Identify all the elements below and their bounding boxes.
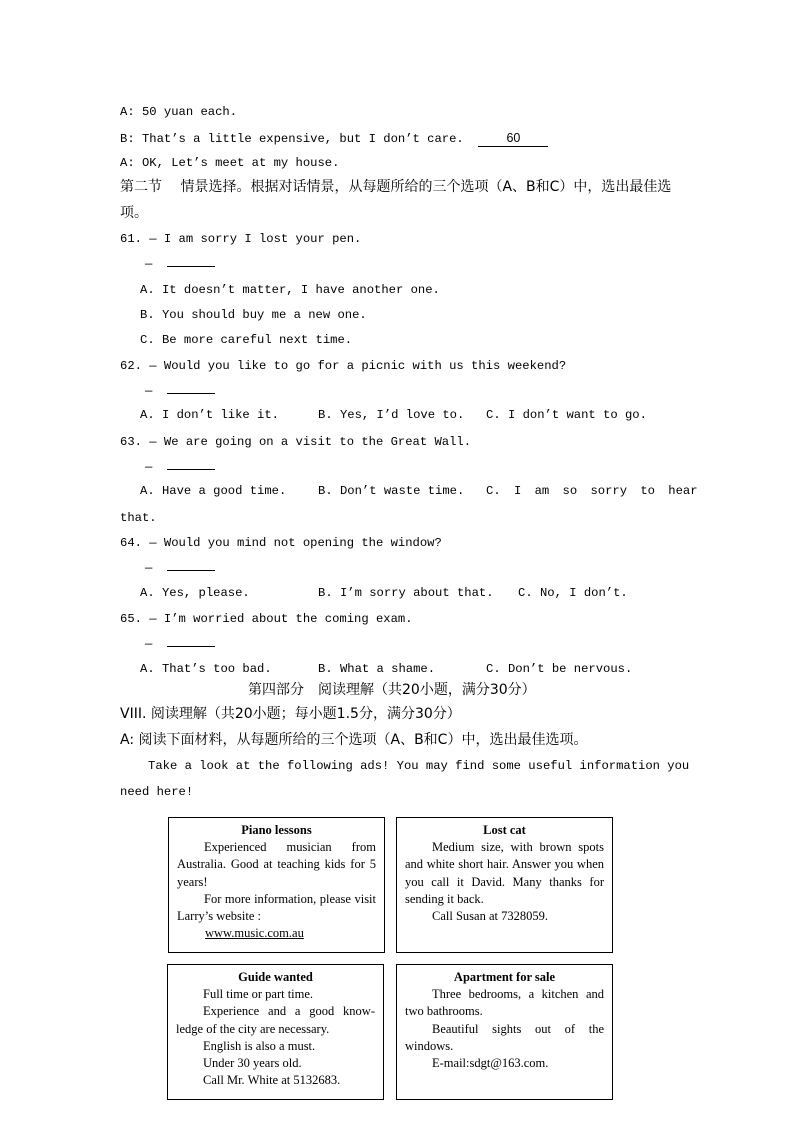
ad-apartment-email: E-mail:sdgt@163.com. — [432, 1056, 549, 1071]
ad-guide-text-2: Experience and a good know-ledge of the city are necessary. — [176, 1004, 375, 1036]
ad-apartment-title: Apartment for sale — [453, 970, 556, 984]
dialogue-line-b-text: B: That’s a little expensive, but I don’t care. — [120, 132, 464, 146]
dash: — — [145, 637, 153, 651]
ad-guide-wanted — [167, 964, 384, 1100]
question-64-option-a: A. Yes, please. — [140, 586, 250, 600]
question-62-option-b: B. Yes, I’d love to. — [318, 408, 465, 422]
intro-line1: Take a look at the following ads! You may find some useful information you — [148, 759, 690, 773]
answer-blank — [167, 459, 215, 470]
ad-apartment-text-1: Three bedrooms, a kitchen and two bathrooms. — [405, 987, 604, 1019]
ad-guide-text-3: English is also a must. — [203, 1038, 316, 1053]
dialogue-line-b — [120, 130, 548, 147]
question-63-prompt: 63. — We are going on a visit to the Great Wall. — [120, 435, 472, 449]
ad-guide-text-5: Call Mr. White at 5132683. — [203, 1073, 341, 1088]
question-61-prompt: 61. — I am sorry I lost your pen. — [120, 232, 362, 246]
ad-lost-cat — [396, 817, 613, 953]
question-65-option-a: A. That’s too bad. — [140, 662, 272, 676]
question-64-answer — [145, 560, 215, 576]
ad-cat-text-1: Medium size, with brown spots and white short hair. Answer you when you call it David. Many thanks for sending it back. — [405, 840, 604, 906]
dash: — — [145, 257, 153, 271]
section2-heading-line1: 第二节 情景选择。根据对话情景，从每题所给的三个选项（A、B和C）中，选出最佳选 — [120, 179, 672, 195]
ad-piano-text-2: For more information, please visit Larry’s website : — [177, 891, 376, 924]
question-62-answer — [145, 383, 215, 399]
section8-heading: VIII. 阅读理解（共20小题；每小题1.5分，满分30分） — [120, 706, 461, 722]
question-65-answer — [145, 636, 215, 652]
ad-guide-title: Guide wanted — [238, 970, 313, 984]
question-61-option-c: C. Be more careful next time. — [140, 333, 353, 347]
question-63-option-a: A. Have a good time. — [140, 484, 287, 498]
answer-blank — [167, 256, 215, 267]
question-63-answer — [145, 459, 215, 475]
intro-line2: need here! — [120, 785, 194, 799]
answer-blank — [167, 383, 215, 394]
ad-apartment-text-2: Beautiful sights out of the windows. — [405, 1021, 604, 1053]
question-62-option-a: A. I don’t like it. — [140, 408, 279, 422]
dialogue-line-a1: A: 50 yuan each. — [120, 105, 238, 119]
question-64-option-b: B. I’m sorry about that. — [318, 586, 494, 600]
answer-blank — [167, 560, 215, 571]
question-63-option-b: B. Don’t waste time. — [318, 484, 465, 498]
question-61-answer — [145, 256, 215, 272]
ad-apartment-for-sale — [396, 964, 613, 1100]
ad-piano-text-1: Experienced musician from Australia. Good at teaching kids for 5 years! — [177, 840, 376, 889]
ad-cat-text-2: Call Susan at 7328059. — [432, 909, 548, 924]
dialogue-line-a2: A: OK, Let’s meet at my house. — [120, 156, 340, 170]
question-65-option-b: B. What a shame. — [318, 662, 436, 676]
question-62-option-c: C. I don’t want to go. — [486, 408, 647, 422]
part4-title: 第四部分 阅读理解（共20小题，满分30分） — [248, 682, 536, 698]
dash: — — [145, 384, 153, 398]
ad-guide-text-1: Full time or part time. — [203, 987, 314, 1002]
dash: — — [145, 561, 153, 575]
ad-cat-title: Lost cat — [483, 823, 526, 837]
ad-guide-text-4: Under 30 years old. — [203, 1056, 302, 1071]
dash: — — [145, 460, 153, 474]
question-65-option-c: C. Don’t be nervous. — [486, 662, 633, 676]
question-62-prompt: 62. — Would you like to go for a picnic with us this weekend? — [120, 359, 567, 373]
question-63-option-c: C. I am so sorry to hear — [486, 484, 698, 498]
ad-piano-website-link[interactable]: www.music.com.au — [205, 926, 304, 941]
answer-blank — [167, 636, 215, 647]
question-61-option-a: A. It doesn’t matter, I have another one. — [140, 283, 440, 297]
ad-piano-title: Piano lessons — [241, 823, 312, 837]
ad-piano-lessons — [168, 817, 385, 953]
question-64-prompt: 64. — Would you mind not opening the window? — [120, 536, 442, 550]
question-63-continuation: that. — [120, 511, 157, 525]
answer-blank-60: 60 — [478, 130, 548, 147]
question-64-option-c: C. No, I don’t. — [518, 586, 628, 600]
reading-instruction: A: 阅读下面材料，从每题所给的三个选项（A、B和C）中，选出最佳选项。 — [120, 732, 588, 748]
question-65-prompt: 65. — I’m worried about the coming exam. — [120, 612, 413, 626]
question-61-option-b: B. You should buy me a new one. — [140, 308, 367, 322]
section2-heading-line2: 项。 — [120, 205, 148, 221]
